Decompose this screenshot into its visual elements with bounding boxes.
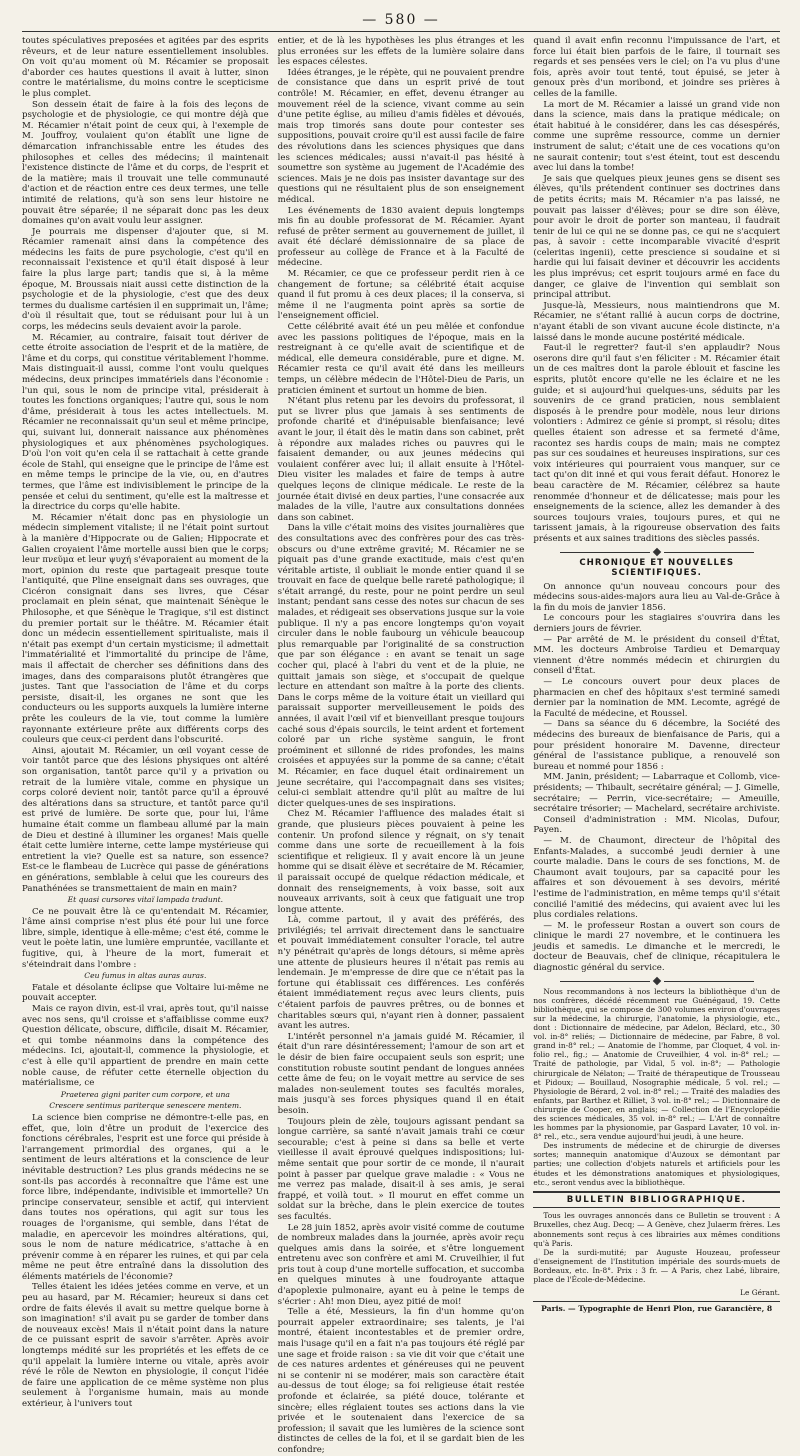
news-item: Le concours pour les stagiaires s'ouvrira dans les derniers jours de février. [533, 613, 781, 635]
text-columns [22, 36, 781, 1455]
printer-imprint: Paris. — Typographie de Henri Plon, rue Garancière, 8 [533, 1301, 780, 1315]
advertisement: Des instruments de médecine et de chirurgie de diverses sortes; mannequin anatomique d'Auzoux se démontant par parties; une collection d'objets naturels et artificiels pour les études et les démonstrations anatomiques et physiologiques, etc., seront vendus avec la bibliothèque. [533, 1141, 781, 1187]
paragraph: Cette célébrité avait été un peu mêlée et confondue avec les passions politiques de l'époque, mais en la restreignant à ce qu'elle avait de scientifique et de médical, elle demeura considérable, pure et digne. M. Récamier resta ce qu'il avait été dans les meilleurs temps, un célèbre médecin de l'Hôtel-Dieu de Paris, un praticien éminent et surtout un homme de bien. [277, 322, 525, 396]
page-number: — 580 — [362, 12, 440, 28]
paragraph: Je sais que quelques pieux jeunes gens se disent ses élèves, qu'ils prétendent continuer ses doctrines dans de petits écrits; mais M. Récamier n'a pas laissé, ne pouvait pas laisser d'élèves; pour se dire son élève, pour avoir le droit de porter son manteau, il faudrait tenir de lui ce qui ne se donne pas, ce qui ne s'acquiert pas, à savoir : cette incomparable vivacité d'esprit (celeritas ingenii), cette prescience si soudaine et si hardie qui lui faisait deviner et découvrir les accidents les plus imprévus; cet esprit toujours armé en face du danger, ce glaive de l'invention qui semblait son principal attribut. [533, 173, 781, 301]
header-rule [22, 31, 780, 32]
column-3 [533, 36, 781, 1313]
latin-verse: Et quasi cursores vitaï lampada tradunt. [67, 895, 224, 905]
paragraph: Là, comme partout, il y avait des préférés, des privilégiés; tel arrivait directement dans le sanctuaire et pouvait immédiatement consulter l'oracle, tel autre n'y pénétrait qu'après de longs détours, si même après une attente de plusieurs heures il n'était pas remis au lendemain. Je m'empresse de dire que ce n'était pas la fortune qui établissait ces différences. Les conférés étaient immédiatement reçus avec leurs clients, puis c'étaient parfois de pauvres prêtres, ou de bonnes et charitables sœurs qui, n'ayant rien à donner, passaient avant les autres. [277, 915, 525, 1032]
news-item: MM. Janin, président; — Labarraque et Collomb, vice-présidents; — Thibault, secrétaire général; — J. Gimelle, secrétaire; — Perrin, vice-secrétaire; — Ameuille, secrétaire trésorier; — Machelard, secrétaire archiviste. [533, 772, 781, 815]
paragraph: Ce ne pouvait être là ce qu'entendait M. Récamier, l'âme ainsi comprise n'est plus été pour lui une force libre, simple, identique à elle-même; c'est été, comme le veut le poète latin, une lumière empruntée, vacillante et fugitive, qui, à l'heure de la mort, fumerait et s'éteindrait dans l'ombre : [22, 906, 269, 970]
paragraph: Telles étaient les idées jetées comme en verve, et un peu au hasard, par M. Récamier; heureux si dans cet ordre de faits élevés il avait su mettre quelque borne à son imagination! s'il avait pu se garder de tomber dans de nouveaux excès! Mais il n'était point dans la nature de ce puissant esprit de savoir s'arrêter. Après avoir longtemps médité sur les propriétés et les effets de ce qu'il appelait la lumière interne ou vitale, après avoir révé le rôle de Newton en physiologie, il conçut l'idée de faire une application de ce même système non plus seulement à l'organisme humain, mais au monde extérieur, à l'univers tout [22, 1282, 269, 1409]
news-item: — Par arrêté de M. le président du conseil d'État, MM. les docteurs Ambroise Tardieu et Demarquay viennent d'être nommés médecin et chirurgien du conseil d'État. [533, 634, 781, 677]
column-2 [277, 36, 525, 1455]
latin-verse: Praeterea gigni pariter cum corpore, et una [60, 1089, 230, 1099]
bulletin-entry: De la surdi-mutité; par Auguste Houzeau, professeur d'enseignement de l'Institution impériale des sourds-muets de Bordeaux, etc. In-8°. Prix : 3 fr. — A Paris, chez Labé, libraire, place de l'École-de-Médecine. [533, 1247, 781, 1284]
paragraph: Le 28 juin 1852, après avoir visité comme de coutume de nombreux malades dans la journée, après avoir reçu quelques amis dans la soirée, et s'être longuement entretenu avec son confrère et ami M. Cruveilhier, il fut pris tout à coup d'une mortelle suffocation, et succomba en quelques minutes à une foudroyante attaque d'apoplexie pulmonaire, ayant eu à peine le temps de s'écrier : Ah! mon Dieu, ayez pitié de moi! [277, 1222, 525, 1307]
paragraph: Mais ce rayon divin, est-il vrai, après tout, qu'il naisse avec nos sens, qu'il croisse et s'affaiblisse comme eux? Question délicate, obscure, difficile, disait M. Récamier, et qui tombe néanmoins dans la compétence des médecins. Ici, ajoutait-il, commence la physiologie, et c'est à elle qu'il appartient de prendre en main cette noble cause, de réfuter cette éternelle objection du matérialisme, ce [22, 1004, 269, 1089]
paragraph: La mort de M. Récamier a laissé un grand vide non dans la science, mais dans la pratique médicale; on était habitué à le considérer, dans les cas désespérés, comme une suprême ressource, comme un dernier instrument de salut; c'était une de ces vocations qu'on ne saurait contenir; tout s'est éteint, tout est descendu avec lui dans la tombe! [533, 99, 781, 174]
column-1 [22, 36, 269, 1409]
paragraph: M. Récamier, ce que ce professeur perdit rien à ce changement de fortune; sa célébrité était acquise quand il fut promu à ces deux places; il la conserva, si même il ne l'augmenta point après sa sortie de l'enseignement officiel. [277, 269, 525, 322]
news-item: — Dans sa séance du 6 décembre, la Société des médecins des bureaux de bienfaisance de Paris, qui a pour président honoraire M. Davenne, directeur général de l'assistance publique, a renouvelé son bureau et nommé pour 1856 : [533, 719, 781, 772]
paragraph: Idées étranges, je le répète, qui ne pouvaient prendre de consistance que dans un esprit privé de tout contrôle! M. Récamier, en effet, devenu étranger au mouvement réel de la science, vivant comme au sein d'une petite église, au milieu d'amis fidèles et dévoués, mais trop timorés sans doute pour contester ses suppositions, pouvait croire qu'il est aussi facile de faire des révolutions dans les sciences physiques que dans les sciences médicales; aussi n'avait-il pas hésité à soumettre son système au jugement de l'Académie des sciences. Mais je ne dois pas insister davantage sur des questions qui ne résultaient plus de son enseignement médical. [277, 67, 525, 205]
paragraph: Telle a été, Messieurs, la fin d'un homme qu'on pourrait appeler extraordinaire; ses talents, je l'ai montré, étaient incontestables et de premier ordre, mais l'usage qu'il en a fait n'a pas toujours été réglé par une sage et froide raison : sa vie dit voir que c'était une de ces natures ardentes et généreuses qui ne peuvent ni se contenir ni se modérer, mais son caractère était au-dessus de tout éloge; sa foi religieuse était restée profonde et éclairée, sa piété douce, tolérante et sincère; elles réglaient toutes ses actions dans la vie privée et le soutenaient dans l'exercice de sa profession; il savait que les lumières de la science sont distinctes de celles de la foi, et il se gardait bien de les confondre; [277, 1307, 525, 1455]
paragraph: Son dessein était de faire à la fois des leçons de psychologie et de physiologie, ce qui montre déjà que M. Récamier n'était point de ceux qui, à l'exemple de M. Jouffroy, voulaient qu'on établît une ligne de démarcation infranchissable entre les études des philosophes et celles des médecins; il maintenait l'existence distincte de l'âme et du corps, de l'esprit et de la matière; mais il trouvait une telle communauté d'action et de réaction entre ces deux termes, une telle intimité de relations, qu'à son sens leur histoire ne pouvait être séparée; il ne séparait donc pas les deux domaines qu'on avait voulu leur assigner. [22, 99, 269, 227]
paragraph: L'intérêt personnel n'a jamais guidé M. Récamier, il était d'un rare désintéressement; l'amour de son art et le désir de bien faire occupaient seuls son esprit; une constitution robuste soutint pendant de longues années cette âme de feu; on le voyait mettre au service de ses malades non-seulement toutes ses facultés morales, mais jusqu'à ses forces physiques quand il en était besoin. [277, 1031, 525, 1116]
paragraph: toutes spéculatives preposées et agitées par des esprits rêveurs, et de leur nature essentiellement insolubles. On voit qu'au moment où M. Récamier se proposait d'aborder ces hautes questions il avait à lutter, sinon contre le matérialisme, du moins contre le scepticisme le plus complet. [22, 36, 269, 99]
section-title: CHRONIQUE ET NOUVELLES SCIENTIFIQUES. [579, 557, 735, 579]
paragraph: Fatale et désolante éclipse que Voltaire lui-même ne pouvait accepter. [22, 982, 269, 1004]
paragraph: M. Récamier, au contraire, faisait tout dériver de cette étroite association de l'esprit et de la matière, de l'âme et du corps, qui constitue véritablement l'homme. Mais distinguait-il aussi, comme l'ont voulu quelques médecins, deux principes immatériels dans l'économie : l'un qui, sous le nom de principe vital, présiderait à toutes les fonctions organiques; l'autre qui, sous le nom d'âme, présiderait à tous les actes intellectuels. M. Récamier ne reconnaissait qu'un seul et même principe, qui, suivant lui, donnerait naissance aux phénomènes physiologiques et aux phénomènes psychologiques. D'où l'on voit qu'en cela il se rattachait à cette grande école de Stahl, qui enseigne que le principe de l'âme est en même temps le principe de la vie, ou, en d'autres termes, que l'âme est indivisiblement le principe de la pensée et celui du sentiment, qu'elle est la maîtresse et la directrice du corps qu'elle habite. [22, 332, 269, 513]
latin-verse: Ceu fumus in altas auras auras. [84, 971, 207, 981]
paragraph: M. Récamier n'était donc pas en physiologie un médecin simplement vitaliste; il ne l'était point surtout à la manière d'Hippocrate ou de Galien; Hippocrate et Galien croyaient l'âme mortelle aussi bien que le corps; leur πνεῦμα et leur ψυχή s'évaporaient au moment de la mort, opinion du reste que partageait presque toute l'antiquité, que Pline enseignait dans ses ouvrages, que Cicéron consignait dans ses livres, que César proclamait en plein sénat, que maintenait Sénèque le Philosophe, et que Sénèque le Tragique, s'il est distinct du premier portait sur le théâtre. M. Récamier était donc un médecin essentiellement spiritualiste, mais il n'était pas exempt d'un certain mysticisme; il admettait l'immatérialité et l'immortalité du principe de l'âme, mais il affectait de chercher ses définitions dans des images, dans des comparaisons plutôt étrangères que justes. Tant que l'association de l'âme et du corps persiste, disait-il, les organes ne sont que les conducteurs ou les supports auxquels la lumière interne prête les couleurs de la vie, tout comme la lumière rayonnante extérieure prête aux différents corps des couleurs que ceux-ci perdent dans l'obscurité. [22, 512, 269, 746]
paragraph: Les événements de 1830 avaient depuis longtemps mis fin au double professorat de M. Récamier. Ayant refusé de prêter serment au gouvernement de juillet, il avait été déclaré démissionnaire de sa place de professeur au collège de France et à la Faculté de médecine. [277, 205, 525, 269]
paragraph: Toujours plein de zèle, toujours agissant pendant sa longue carrière, sa santé n'avait jamais trahi ce cœur secourable; c'est à peine si dans sa belle et verte vieillesse il avait éprouvé quelques indispositions; lui-même sentait que pour sortir de ce monde, il n'aurait point à passer par quelque grave maladie : « Vous ne me verrez pas malade, disait-il à ses amis, je serai frappé, et voilà tout. » Il mourut en effet comme un soldat sur la brèche, dans le plein exercice de toutes ses facultés. [277, 1116, 525, 1222]
paragraph: Dans la ville c'était moins des visites journalières que des consultations avec des confrères pour des cas très-obscurs ou d'une extrême gravité; M. Récamier ne se piquait pas d'une grande exactitude, mais c'est qu'en véritable artiste, il oubliait le monde entier quand il se trouvait en face de quelque belle rareté pathologique; il s'était arrangé, du reste, pour ne point perdre un seul instant; pendant sans cesse des notes sur chacun de ses malades, et rédigeait ses observations jusque sur la voie publique. Il n'y a pas encore longtemps qu'on voyait circuler dans le noble faubourg un véhicule beaucoup plus remarquable par l'originalité de sa construction que par son élégance : en avant se tenait un sage cocher qui, placé à l'abri du vent et de la pluie, ne quittait jamais son siège, et s'occupait de quelque lecture en attendant son maître à la porte des clients. Dans le corps même de la voiture était un vieillard qui paraissait supporter merveilleusement le poids des années, il avait l'œil vif et bienveillant presque toujours caché sous d'épais sourcils, le teint ardent et fortement coloré par un riche système sanguin, le front proéminent et sillonné de rides profondes, les mains croisées et appuyées sur la pomme de sa canne; c'était M. Récamier, en face duquel était ordinairement un jeune secrétaire, qui l'accompagnait dans ses visites; celui-ci semblait attendre qu'il plût au maître de lui dicter quelques-unes de ses inspirations. [277, 523, 525, 809]
news-item: — M. de Chaumont, directeur de l'hôpital des Enfants-Malades, a succombé jeudi dernier à une courte maladie. Dans le cours de ses fonctions, M. de Chaumont avait toujours, par sa capacité pour les affaires et son dévouement à ses devoirs, mérité l'estime de l'administration, en même temps qu'il s'était concilié l'amitié des médecins, qui avaient avec lui les plus cordiales relations. [533, 835, 781, 921]
bulletin-note: Tous les ouvrages annoncés dans ce Bulletin se trouvent : A Bruxelles, chez Aug. Decq; — A Genève, chez Julaerm frères. Les abonnements sont reçus à ces librairies aux mêmes conditions qu'à Paris. [533, 1211, 781, 1248]
news-item: Conseil d'administration : MM. Nicolas, Dufour, Payen. [533, 814, 781, 836]
paragraph: entier, et de là les hypothèses les plus étranges et les plus erronées sur les effets de la lumière solaire dans les espaces célestes. [277, 36, 525, 68]
news-item: On annonce qu'un nouveau concours pour des médecins sous-aides-majors aura lieu au Val-de-Grâce à la fin du mois de janvier 1856. [533, 581, 781, 613]
paragraph: N'étant plus retenu par les devoirs du professorat, il put se livrer plus que jamais à ses sentiments de profonde charité et d'inépuisable bienfaisance; levé avant le jour, il était dès le matin dans son cabinet, prêt à répondre aux malades riches ou pauvres qui le faisaient demander, ou aux jeunes médecins qui voulaient conférer avec lui; il allait ensuite à l'Hôtel-Dieu visiter les malades et faire de temps à autre quelques leçons de clinique médicale. Le reste de la journée était divisé en deux parties, l'une consacrée aux malades de la ville, l'autre aux consultations données dans son cabinet. [277, 396, 525, 523]
paragraph: La science bien comprise ne démontre-t-elle pas, en effet, que, loin d'être un produit de l'exercice des fonctions cérébrales, l'esprit est une force qui préside à l'arrangement primordial des organes, qui a le sentiment de leurs altérations et la conscience de leur inévitable destruction? Les plus grands médecins ne se sont-ils pas accordés à reconnaître que l'âme est une force libre, indépendante, indivisible et immortelle? Un principe conservateur, sensible et actif, qui intervient dans toutes nos opérations, qui agit sur tous les rouages de l'organisme, qui semble, dans l'état de maladie, en apercevoir les moindres altérations, qui, sous le nom de nature médicatrice, s'attache à en prévenir comme à en réparer les ruines, et qui par cela même ne peut être entraîné dans la dissolution des éléments matériels de l'économie? [22, 1112, 269, 1282]
paragraph: Jusque-là, Messieurs, nous maintiendrons que M. Récamier, ne s'étant rallié à aucun corps de doctrine, n'ayant établi de son vivant aucune école distincte, n'a laissé dans le monde aucune postérité médicale. [533, 300, 781, 343]
bulletin-title: BULLETIN BIBLIOGRAPHIQUE. [533, 1191, 780, 1209]
news-item: — Le concours ouvert pour deux places de pharmacien en chef des hôpitaux s'est terminé samedi dernier par la nomination de MM. Lecomte, agrégé de la Faculté de médecine, et Roussel. [533, 677, 781, 719]
latin-verse: Crescere sentimus pariterque senescere mentem. [49, 1101, 242, 1111]
advertisement: Nous recommandons à nos lecteurs la bibliothèque d'un de nos confrères, décédé récemment rue Guénégaud, 19. Cette bibliothèque, qui se compose de 300 volumes environ d'ouvrages sur la médecine, la chirurgie, l'anatomie, la physiologie, etc., dont : Dictionnaire de médecine, par Adelon, Béclard, etc., 30 vol. in-8° reliés; — Dictionnaire de médecine, par Fabre, 8 vol. grand in-8° rel.; — Anatomie de l'homme, par Cloquet, 4 vol. in-folio rel., fig.; — Anatomie de Cruveilhier, 4 vol. in-8° rel.; — Traité de pathologie, par Vidal, 5 vol. in-8°; — Pathologie chirurgicale de Nélaton; — Traité de thérapeutique de Trousseau et Pidoux; — Bouillaud, Nosographie médicale, 5 vol. rel.; — Physiologie de Bérard, 2 vol. in-8° rel.; — Traité des maladies des enfants, par Barthez et Rilliet, 3 vol. in-8° rel.; — Dictionnaire de chirurgie de Cooper, en anglais; — Collection de l'Encyclopédie des sciences médicales, 35 vol. in-8° rel.; — L'Art de connaître les hommes par la physionomie, par Gaspard Lavater, 10 vol. in-8° rel., etc., sera vendue aujourd'hui jeudi, à une heure. [533, 986, 781, 1142]
section-separator [533, 548, 780, 555]
paragraph: Je pourrais me dispenser d'ajouter que, si M. Récamier ramenait ainsi dans la compétence des médecins les faits de pure psychologie, c'est qu'il en reconnaissait l'existence et qu'il était disposé à leur faire la plus large part; tandis que si, à la même époque, M. Broussais niait aussi cette distinction de la psychologie et de la physiologie, c'est que des deux termes du dualisme cartésien il en supprimait un, l'âme; d'où il résultait que, tout se réduisant pour lui à un corps, les médecins seuls devaient avoir la parole. [22, 226, 269, 333]
paragraph: Ainsi, ajoutait M. Récamier, un œil voyant cesse de voir tantôt parce que des lésions physiques ont altéré son organisation, tantôt parce qu'il y a privation ou retrait de la lumière vitale, comme en physique un corps coloré devient noir, tantôt parce qu'il a éprouvé des altérations dans sa structure, et tantôt parce qu'il est privé de lumière. De sorte que, pour lui, l'âme humaine était comme un flambeau allumé par la main de Dieu et destiné à illuminer les organes! Mais quelle était cette lumière interne, cette lampe mystérieuse qui entretient la vie? Quelle est sa nature, son essence? Est-ce le flambeau de Lucrèce qui passe de générations en générations, semblable à celui que les coureurs des Panathénées se transmettaient de main en main? [22, 745, 269, 894]
paragraph: Chez M. Récamier l'affluence des malades était si grande, que plusieurs pièces pouvaient à peine les contenir. Un profond silence y régnait, on s'y tenait comme dans une sorte de recueillement à la fois scientifique et religieux. Il y avait encore là un jeune homme qui se disait élève et secrétaire de M. Récamier, il paraissait occupé de quelque rédaction médicale, et donnait des renseignements, à voix basse, soit aux nouveaux arrivants, soit à ceux que fatiguait une trop longue attente. [277, 809, 525, 915]
paragraph: quand il avait enfin reconnu l'impuissance de l'art, et force lui était bien parfois de le faire, il tournait ses regards et ses pensées vers le ciel; on l'a vu plus d'une fois, après avoir tout tenté, tout épuisé, se jeter à genoux près d'un moribond, et joindre ses prières à celles de la famille. [533, 36, 781, 99]
news-item: — M. le professeur Rostan a ouvert son cours de clinique le mardi 27 novembre, et le continuera les jeudis et samedis. Le dimanche et le mercredi, le docteur de Beauvais, chef de clinique, récapitulera le diagnostic général du service. [533, 920, 781, 974]
section-separator [533, 977, 780, 984]
gerant-signature: Le Gérant. [740, 1288, 781, 1298]
paragraph: Faut-il le regretter? faut-il s'en applaudir? Nous oserons dire qu'il faut s'en féliciter : M. Récamier était un de ces maîtres dont la parole éblouit et fascine les esprits, plutôt encore qu'elle ne les éclaire et ne les guide; et si aujourd'hui quelques-uns, séduits par les souvenirs de ce grand praticien, nous semblaient disposés à le prendre pour modèle, nous leur dirions volontiers : Admirez ce génie si prompt, si résolu; dites quelles étaient son adresse et sa fermeté d'âme, racontez ses hardis coups de main; mais ne comptez pas sur ces soudaines et heureuses inspirations, sur ces voix intérieures qui pourraient vous manquer, sur ce tact qu'on dit inné et qui vous ferait défaut. Honorez le beau caractère de M. Récamier, célébrez sa haute renommée d'honneur et de délicatesse; mais pour les enseignements de la science, allez les demander à des sources toujours vraies, toujours pures, et qui ne tarissent jamais, à la rigoureuse observation des faits présents et aux saines traditions des siècles passés. [533, 343, 781, 544]
